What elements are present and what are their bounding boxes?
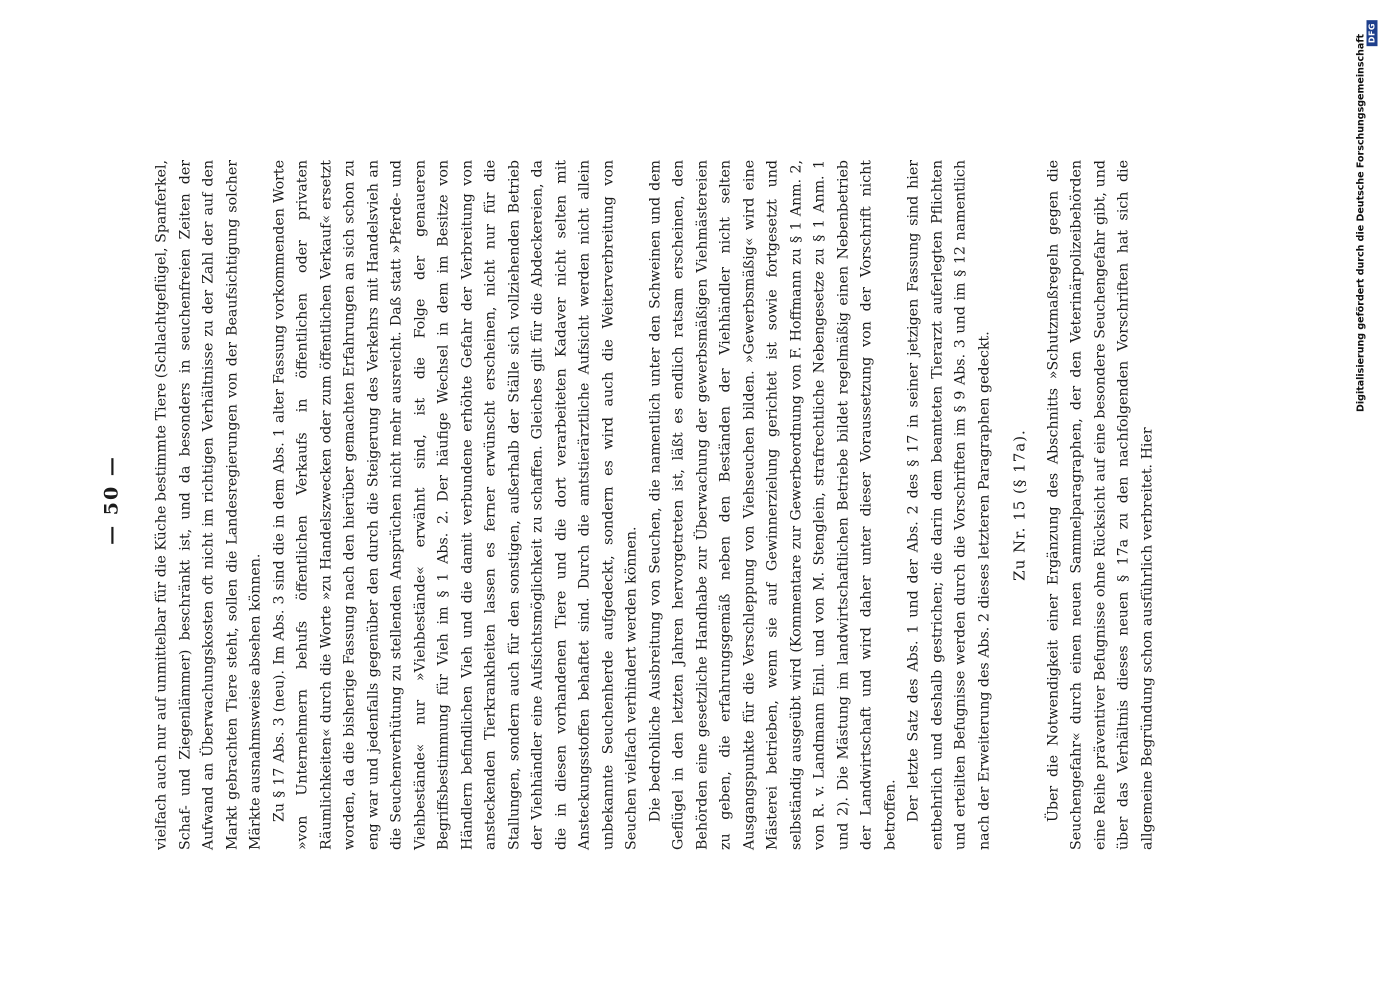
paragraph-3: Die bedrohliche Ausbreitung von Seuchen, die namentlich unter den Schweinen und dem Geflügel in den letzten Jahren hervorgetreten ist, läßt es endlich ratsam erscheinen, den Behörden eine gesetzliche Handhabe zur Überwachung der gewerbsmäßigen Viehmästereien zu geben, die erfahrungsgemäß neben den Beständen der Viehhändler nicht selten Ausgangspunkte für die Verschleppung von Viehseuchen bilden. »Gewerbsmäßig« wird eine Mästerei betrieben, wenn sie auf Gewinnerzielung gerichtet ist sowie fortgesetzt und selbständig ausgeübt wird (Kommentare zur Gewerbeordnung von F. Hoffmann zu § 1 Anm. 2, von R. v. Landmann Einl. und von M. Stenglein, strafrechtliche Nebengesetze zu § 1 Anm. 1 und 2). Die Mästung im landwirtschaftlichen Betriebe bildet regelmäßig einen Nebenbetrieb der Landwirtschaft und wird daher unter dieser Voraussetzung von der Vorschrift nicht betroffen.: [647, 160, 898, 850]
page-number: — 50 —: [100, 455, 123, 545]
dfg-logo: DFG: [1367, 20, 1378, 46]
digitization-credit: Digitalisierung gefördert durch die Deutsche Forschungsgemeinschaft: [1355, 34, 1367, 412]
paragraph-4: Der letzte Satz des Abs. 1 und der Abs. 2 des § 17 in seiner jetzigen Fassung sind hier entbehrlich und deshalb gestrichen; die darin dem beamteten Tierarzt auferlegten Pflichten und erteilten Befugnisse werden durch die Vorschriften im § 9 Abs. 3 und im § 12 namentlich nach der Erweiterung des Abs. 2 dieses letzteren Paragraphen gedeckt.: [905, 160, 992, 850]
scanned-page: [1, 0, 1383, 1000]
page-body: [151, 160, 1160, 850]
paragraph-2: Zu § 17 Abs. 3 (neu). Im Abs. 3 sind die in dem Abs. 1 alter Fassung vorkommenden Worte »von Unternehmern behufs öffentlichen Verkaufs in öffentlichen oder privaten Räumlichkeiten« durch die Worte »zu Handelszwecken oder zum öffentlichen Verkauf« ersetzt worden, da die bisherige Fassung nach den hierüber gemachten Erfahrungen an sich schon zu eng war und jedenfalls gegenüber den durch die Steigerung des Verkehrs mit Handelsvieh an die Seuchenverhütung zu stellenden Ansprüchen nicht mehr ausreicht. Daß statt »Pferde- und Viehbestände« nur »Viehbestände« erwähnt sind, ist die Folge der genaueren Begriffsbestimmung für Vieh im § 1 Abs. 2. Der häufige Wechsel in dem im Besitze von Händlern befindlichen Vieh und die damit verbundene erhöhte Gefahr der Verbreitung von ansteckenden Tierkrankheiten lassen es ferner erwünscht erscheinen, nicht nur für die Stallungen, sondern auch für den sonstigen, außerhalb der Ställe sich vollziehenden Betrieb der Viehhändler eine Aufsichtsmöglichkeit zu schaffen. Gleiches gilt für die Abdeckereien, da die in diesen vorhandenen Tiere und die dort verarbeiteten Kadaver nicht selten mit Ansteckungsstoffen behaftet sind. Durch die amtstierärztliche Aufsicht werden nicht allein unbekannte Seuchenherde aufgedeckt, sondern es wird auch die Weiterverbreitung von Seuchen vielfach verhindert werden können.: [271, 160, 640, 850]
section-heading: Zu Nr. 15 (§ 17a).: [1010, 429, 1029, 581]
paragraph-1: vielfach auch nur auf unmittelbar für die Küche bestimmte Tiere (Schlachtgeflügel, Spanferkel, Schaf- und Ziegenlämmer) beschränkt ist, und da besonders in seuchenfreien Zeiten der Aufwand an Überwachungskosten oft nicht im richtigen Verhältnisse zu der Zahl der auf den Markt gebrachten Tiere steht, sollen die Landesregierungen von der Beaufsichtigung solcher Märkte ausnahmsweise absehen können.: [153, 160, 264, 850]
section-paragraph: Über die Notwendigkeit einer Ergänzung des Abschnitts »Schutzmaßregeln gegen die Seuchengefahr« durch einen neuen Sammelparagraphen, der den Veterinärpolizeibehörden eine Reihe präventiver Befugnisse ohne Rücksicht auf eine besondere Seuchengefahr gibt, und über das Verhältnis dieses neuen § 17a zu den nachfolgenden Vorschriften hat sich die allgemeine Begründung schon ausführlich verbreitet. Hier: [1045, 160, 1155, 850]
